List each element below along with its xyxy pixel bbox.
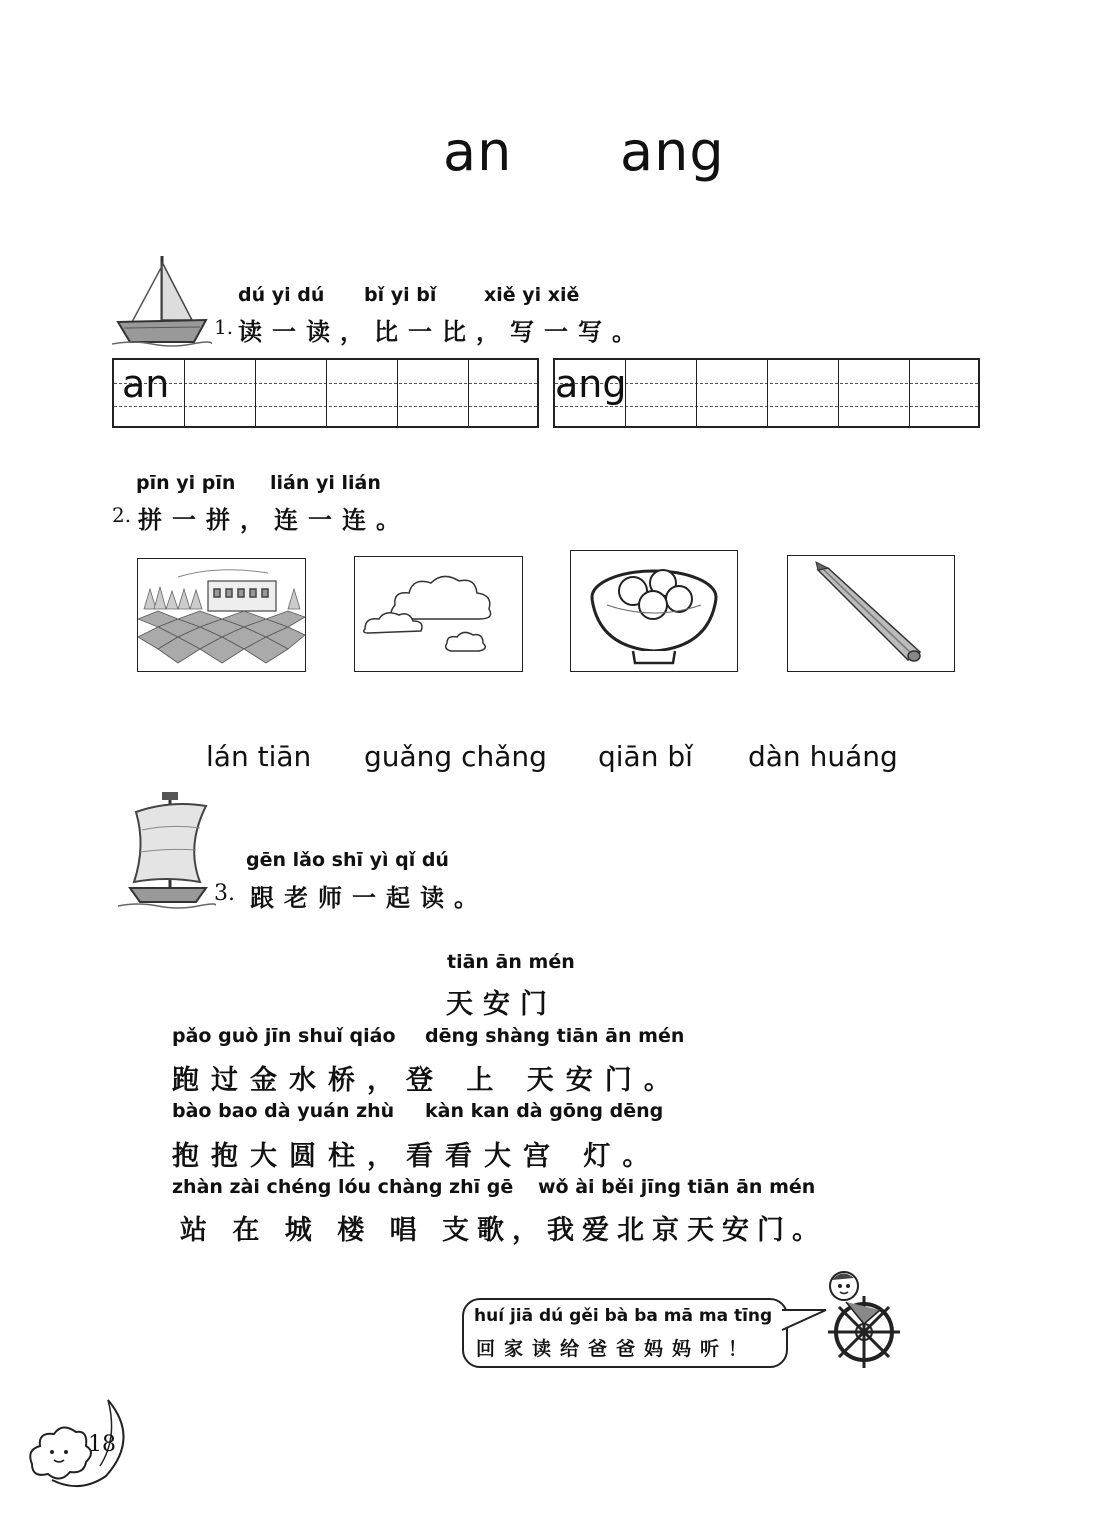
poem-line2-pinyin-a: bào bao dà yuán zhù — [172, 1100, 395, 1122]
poem-line3-pinyin-a: zhàn zài chéng lóu chàng zhī gē — [172, 1176, 514, 1198]
ex1-pinyin-2: bǐ yi bǐ — [364, 284, 437, 306]
sailboat-icon — [112, 252, 212, 348]
ex3-instruction: 跟老师一起读。 — [250, 884, 488, 912]
poem-line1-pinyin-a: pǎo guò jīn shuǐ qiáo — [172, 1025, 396, 1047]
sail-ship-icon — [116, 790, 216, 910]
poem-line3-pinyin-b: wǒ ài běi jīng tiān ān mén — [538, 1176, 816, 1198]
grid-sample-an: an — [122, 362, 170, 406]
poem-line3: 站 在 城 楼 唱 支歌，我爱北京天安门。 — [180, 1215, 827, 1246]
picture-bowl[interactable] — [570, 550, 738, 672]
boy-with-wheel-icon — [820, 1266, 910, 1370]
poem-title: 天安门 — [446, 989, 557, 1020]
pencil-icon — [788, 556, 954, 671]
ex2-pinyin-1: pīn yi pīn — [136, 472, 236, 494]
picture-pencil[interactable] — [787, 555, 955, 672]
ex3-number: 3. — [214, 881, 235, 906]
grid-sample-ang: ang — [555, 362, 627, 406]
title-ang: ang — [620, 120, 725, 183]
square-icon — [138, 559, 305, 671]
picture-square[interactable] — [137, 558, 306, 672]
word-lan-tian[interactable]: lán tiān — [206, 740, 312, 773]
ex1-instruction: 读一读，比一比，写一写。 — [238, 318, 646, 346]
ex2-pinyin-2: lián yi lián — [270, 472, 381, 494]
ex1-number: 1. — [214, 315, 234, 339]
ex1-pinyin-3: xiě yi xiě — [484, 284, 580, 306]
word-qian-bi[interactable]: qiān bǐ — [598, 740, 693, 773]
word-guang-chang[interactable]: guǎng chǎng — [364, 740, 547, 773]
ex2-instruction: 拼一拼，连一连。 — [138, 506, 410, 534]
bowl-icon — [571, 551, 737, 671]
poem-line2: 抱抱大圆柱，看看大宫 灯。 — [172, 1141, 662, 1172]
picture-cloud[interactable] — [354, 556, 523, 672]
poem-title-pinyin: tiān ān mén — [447, 951, 575, 973]
poem-line1-pinyin-b: dēng shàng tiān ān mén — [425, 1025, 685, 1047]
ex3-pinyin: gēn lǎo shī yì qǐ dú — [246, 849, 449, 871]
page-number: 18 — [88, 1432, 116, 1457]
ex2-number: 2. — [112, 503, 132, 527]
writing-grid-an[interactable] — [112, 358, 539, 428]
title-an: an — [443, 120, 513, 183]
ex1-pinyin-1: dú yi dú — [238, 284, 325, 306]
bubble-pinyin: huí jiā dú gěi bà ba mā ma tīng — [474, 1306, 773, 1326]
writing-grid-ang[interactable] — [553, 358, 980, 428]
cloud-icon — [355, 557, 522, 671]
word-dan-huang[interactable]: dàn huáng — [748, 740, 898, 773]
bubble-text: 回家读给爸爸妈妈听！ — [476, 1338, 757, 1360]
poem-line1: 跑过金水桥，登 上 天安门。 — [172, 1065, 683, 1096]
speech-bubble — [462, 1298, 788, 1368]
poem-line2-pinyin-b: kàn kan dà gōng dēng — [425, 1100, 664, 1122]
